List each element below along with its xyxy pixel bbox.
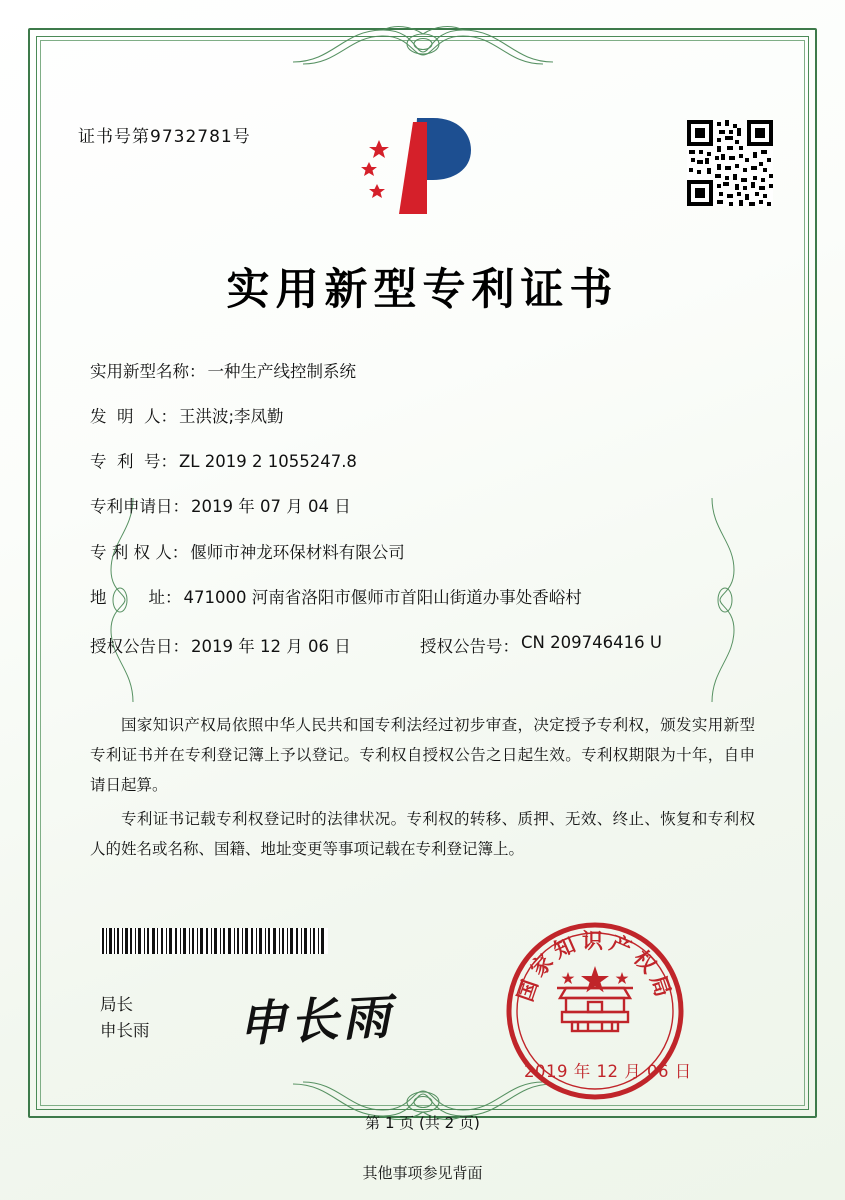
field-label: 专 利 权 人： (90, 542, 189, 562)
page-number: 第 1 页 (共 2 页) (365, 1114, 480, 1132)
field-row-inventor (90, 407, 760, 428)
seal-date: 2019 年 12 月 06 日 (524, 1062, 692, 1081)
footer-note: 其他事项参见背面 (362, 1164, 483, 1182)
field-value: 471000 河南省洛阳市偃师市首阳山街道办事处香峪村 (183, 587, 582, 607)
signature-name: 申长雨 (100, 1021, 150, 1040)
field-label: 地 址： (90, 587, 182, 607)
grant-number-value: CN 209746416 U (521, 632, 662, 652)
field-label: 实用新型名称： (90, 362, 206, 381)
handwritten-signature: 申长雨 (236, 988, 396, 1054)
field-label: 专利申请日： (90, 497, 189, 517)
certificate-number: 证书号第9732781号 (78, 127, 251, 147)
field-label: 专 利 号： (90, 452, 177, 472)
field-value: 偃师市神龙环保材料有限公司 (190, 542, 405, 562)
field-value: 一种生产线控制系统 (207, 362, 356, 381)
field-row-grant-info (90, 633, 760, 657)
signature-role: 局长 (100, 995, 133, 1014)
field-row-utility-model-name (90, 362, 760, 383)
field-value: 王洪波;李凤勤 (178, 407, 284, 427)
field-label: 发 明 人： (90, 407, 177, 427)
grant-date-value: 2019 年 12 月 06 日 (191, 636, 351, 656)
field-row-patent-number (90, 452, 760, 473)
paragraph-1: 国家知识产权局依照中华人民共和国专利法经过初步审查，决定授予专利权，颁发实用新型专利证书并在专利登记簿上予以登记。专利权自授权公告之日起生效。专利权期限为十年，自申请日起算。 (90, 716, 755, 794)
signature-block (100, 992, 150, 1044)
barcode (100, 928, 328, 954)
cnipa-logo-icon (355, 112, 485, 222)
svg-text:国家知识产权局: 国家知识产权局 (513, 929, 677, 1005)
page-title: 实用新型专利证书 (226, 265, 619, 315)
qr-code (687, 120, 773, 206)
field-row-patentee (90, 543, 760, 564)
field-row-application-date (90, 497, 760, 518)
grant-date-label: 授权公告日： (90, 636, 189, 656)
field-row-address (90, 588, 760, 609)
certificate-body (90, 710, 755, 868)
grant-number-label: 授权公告号： (420, 636, 519, 656)
paragraph-2: 专利证书记载专利权登记时的法律状况。专利权的转移、质押、无效、终止、恢复和专利权人的姓名或名称、国籍、地址变更等事项记载在专利登记簿上。 (90, 810, 755, 858)
field-value: 2019 年 07 月 04 日 (191, 497, 351, 517)
certificate-fields (90, 362, 760, 667)
field-value: ZL 2019 2 1055247.8 (178, 452, 357, 472)
